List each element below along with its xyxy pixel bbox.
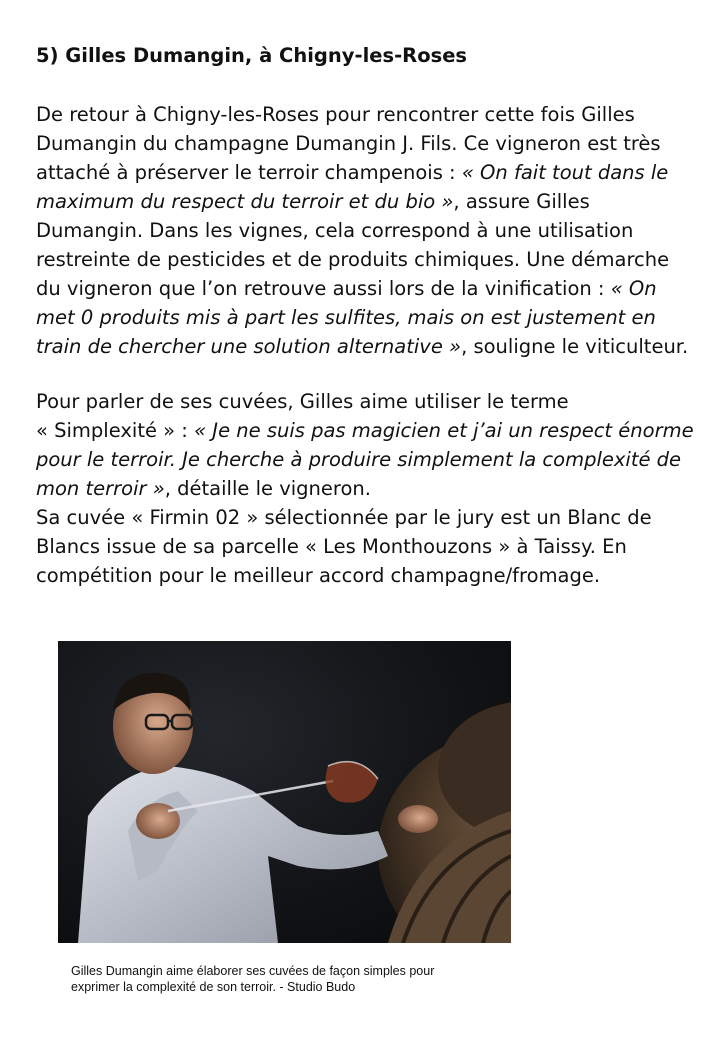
text-line <box>36 129 688 158</box>
body-text: du vigneron que l’on retrouve aussi lors de la vinification : <box>36 277 611 300</box>
text-line <box>36 332 688 361</box>
body-text: Blancs issue de sa parcelle « Les Monthouzons » à Taissy. En <box>36 535 627 558</box>
body-text: restreinte de pesticides et de produits chimiques. Une démarche <box>36 248 670 271</box>
body-text: attaché à préserver le terroir champenois : <box>36 161 462 184</box>
text-line <box>36 245 688 274</box>
body-text: Dumangin. Dans les vignes, cela correspond à une utilisation <box>36 219 634 242</box>
text-line <box>36 158 688 187</box>
text-line <box>36 216 688 245</box>
paragraph-intro <box>36 100 688 361</box>
text-line <box>36 387 694 416</box>
photo-caption <box>71 963 434 995</box>
text-line <box>36 416 694 445</box>
quote-text: train de chercher une solution alternative » <box>36 335 462 358</box>
paragraph-cuvee <box>36 387 694 590</box>
quote-text: « Je ne suis pas magicien et j’ai un respect énorme <box>194 419 694 442</box>
text-line <box>36 474 694 503</box>
caption-line: Gilles Dumangin aime élaborer ses cuvées de façon simples pour <box>71 964 435 978</box>
quote-text: « On fait tout dans le <box>461 161 669 184</box>
body-text: De retour à Chigny-les-Roses pour rencontrer cette fois Gilles <box>36 103 635 126</box>
text-line <box>36 503 694 532</box>
body-text: , détaille le vigneron. <box>164 477 371 500</box>
section-title: 5) Gilles Dumangin, à Chigny-les-Roses <box>36 44 468 67</box>
quote-text: « On <box>610 277 657 300</box>
quote-text: met 0 produits mis à part les sulfites, mais on est justement en <box>36 306 656 329</box>
body-text: Dumangin du champagne Dumangin J. Fils. Ce vigneron est très <box>36 132 661 155</box>
text-line <box>36 187 688 216</box>
caption-line: exprimer la complexité de son terroir. - Studio Budo <box>71 980 356 994</box>
body-text: Pour parler de ses cuvées, Gilles aime utiliser le terme <box>36 390 569 413</box>
body-text: Sa cuvée « Firmin 02 » sélectionnée par le jury est un Blanc de <box>36 506 652 529</box>
body-text: , assure Gilles <box>453 190 590 213</box>
quote-text: mon terroir » <box>36 477 165 500</box>
body-text: , souligne le viticulteur. <box>461 335 689 358</box>
text-line <box>36 274 688 303</box>
text-line <box>36 445 694 474</box>
barrel-shapes <box>378 701 511 943</box>
body-text: compétition pour le meilleur accord champagne/fromage. <box>36 564 601 587</box>
photo-winemaker-tasting <box>58 641 511 943</box>
quote-text: maximum du respect du terroir et du bio » <box>36 190 454 213</box>
text-line <box>36 561 694 590</box>
photo-illustration <box>58 641 511 943</box>
quote-text: pour le terroir. Je cherche à produire simplement la complexité de <box>36 448 682 471</box>
text-line <box>36 100 688 129</box>
text-line <box>36 532 694 561</box>
body-text: « Simplexité » : <box>36 419 195 442</box>
text-line <box>36 303 688 332</box>
